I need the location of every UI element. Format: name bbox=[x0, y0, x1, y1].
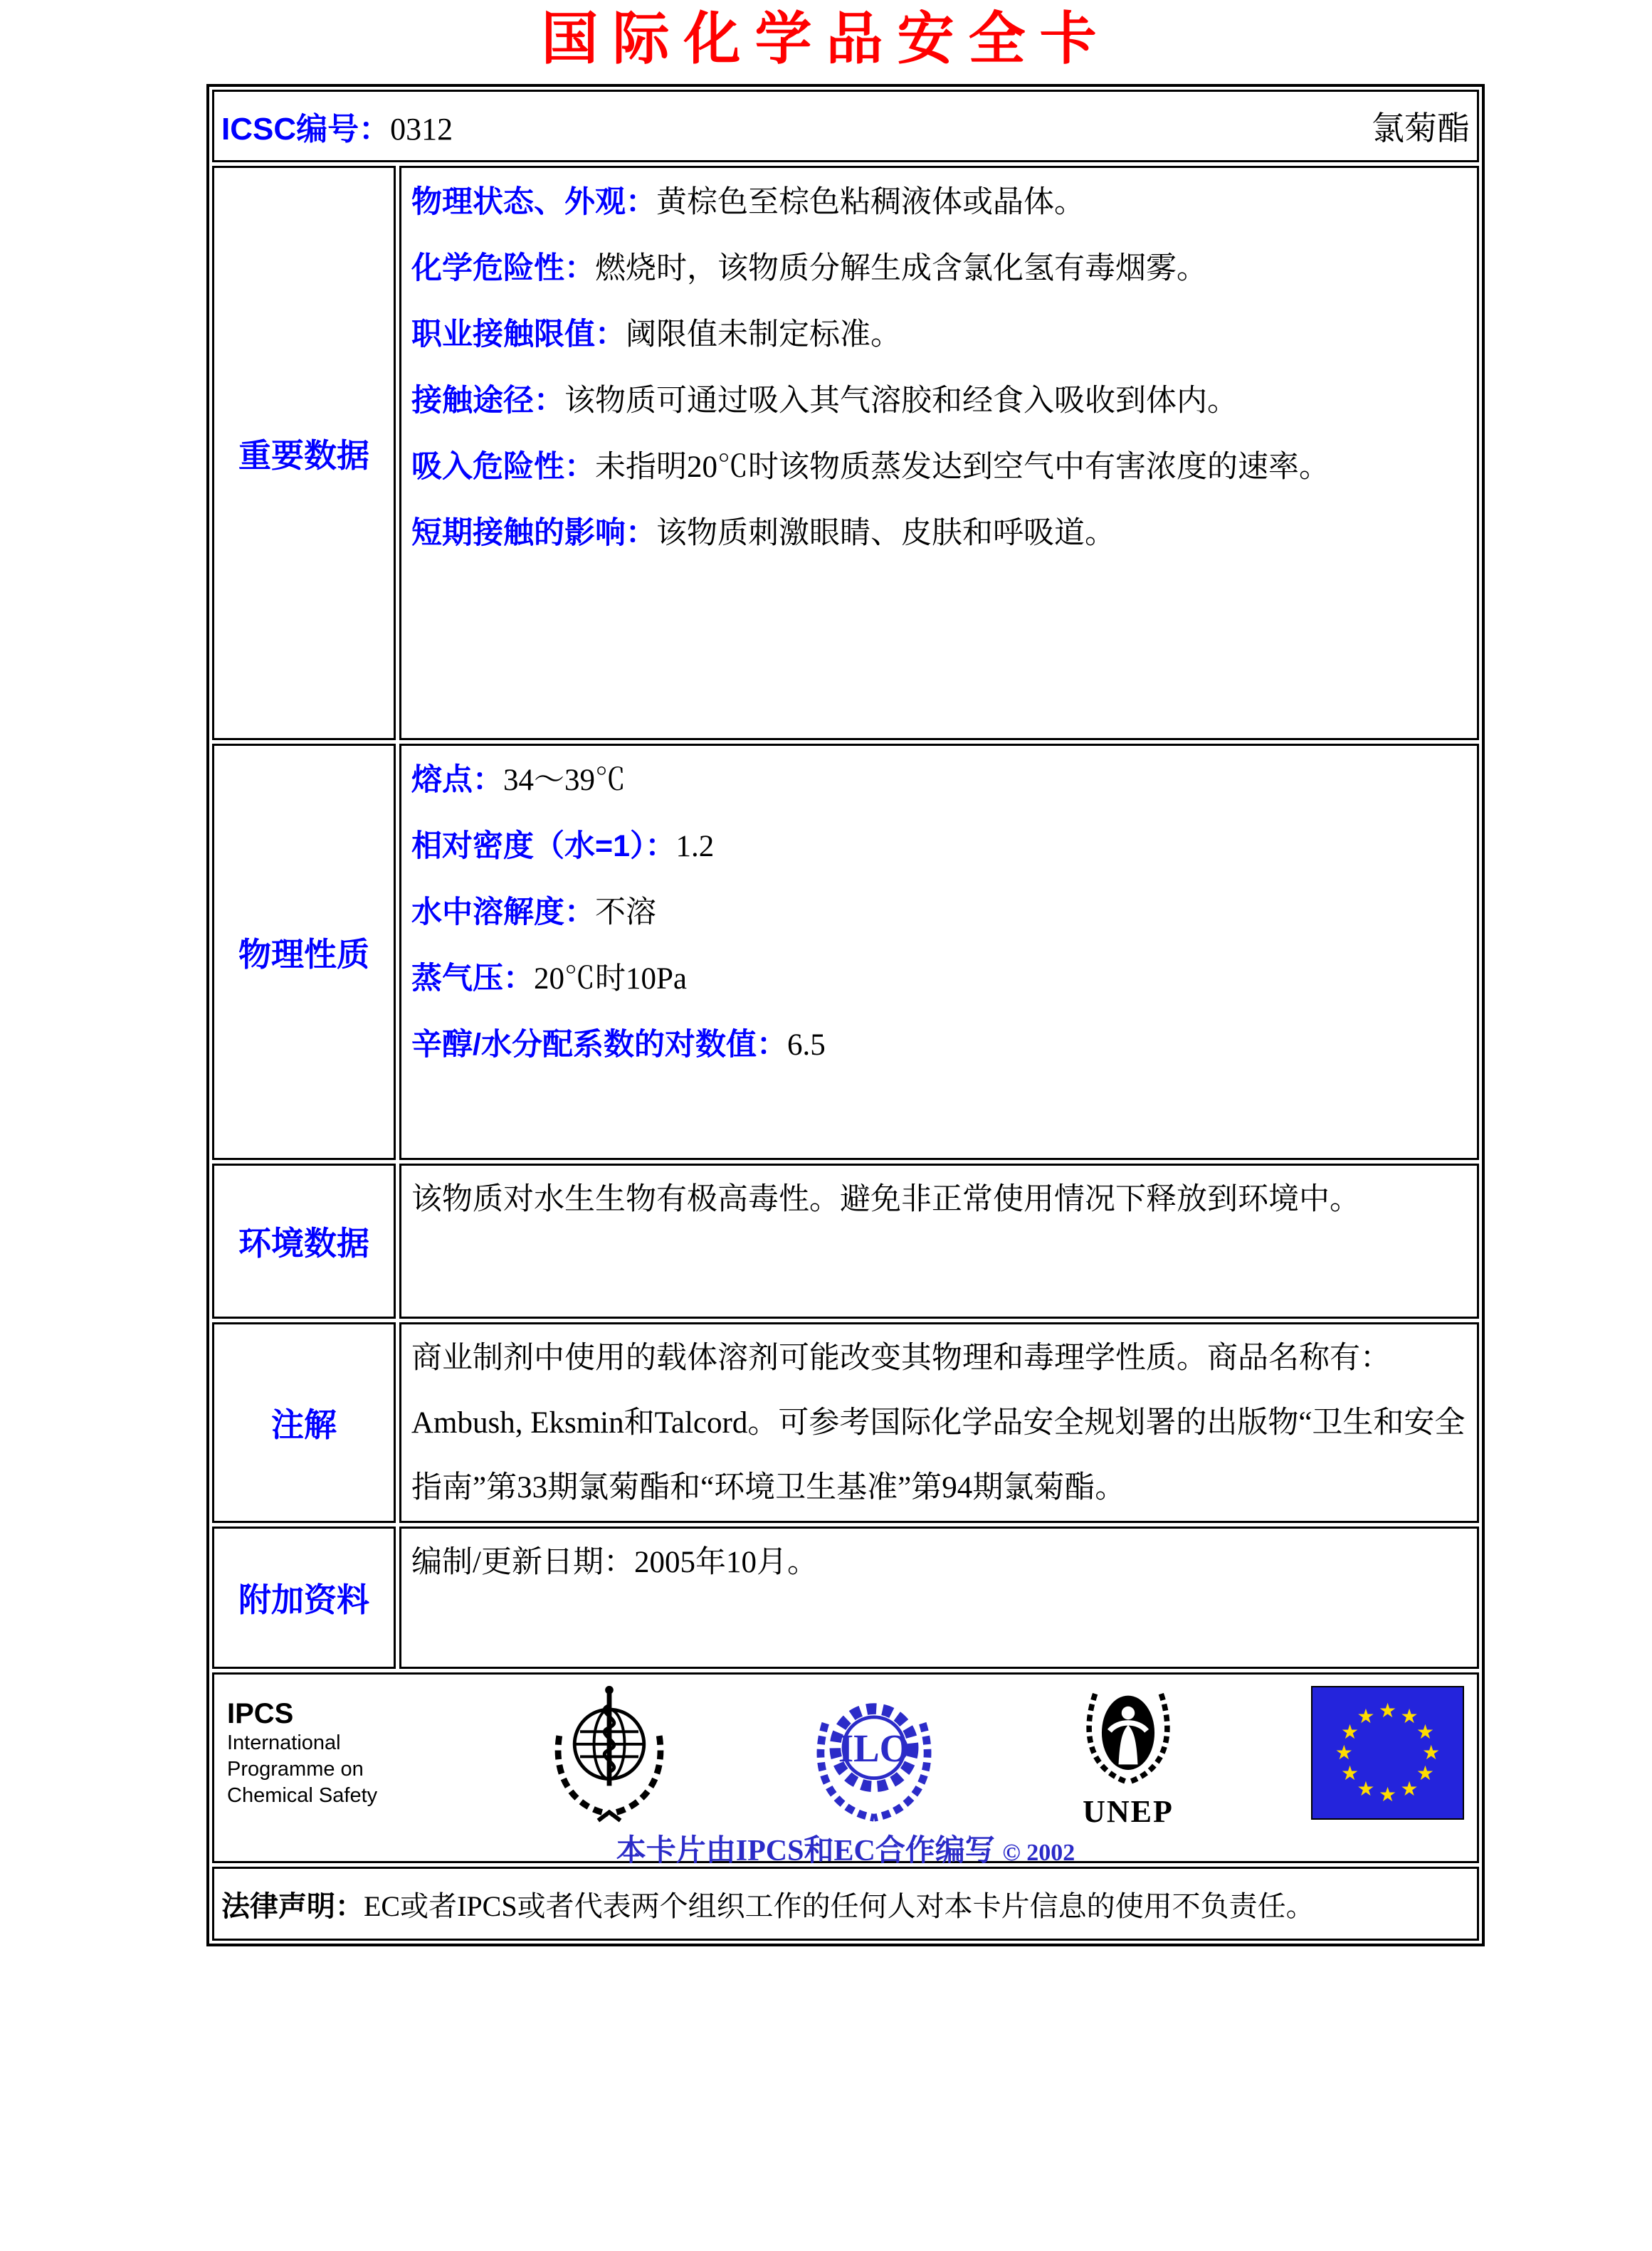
eu-star-icon: ★ bbox=[1340, 1761, 1359, 1786]
field-label: 编制/更新日期： bbox=[411, 1546, 634, 1579]
ilo-letters: ILO bbox=[838, 1727, 910, 1771]
field-label: 蒸气压： bbox=[411, 961, 534, 996]
field-row bbox=[411, 434, 1467, 500]
field-label: 物理状态、外观： bbox=[411, 185, 656, 219]
who-logo-icon bbox=[538, 1682, 680, 1824]
section-label-notes: 注解 bbox=[212, 1322, 396, 1523]
field-value: 34～39℃ bbox=[503, 764, 626, 797]
field-value: 1.2 bbox=[675, 830, 715, 863]
eu-star-icon: ★ bbox=[1357, 1704, 1375, 1729]
field-label: 吸入危险性： bbox=[411, 450, 595, 484]
unep-logo bbox=[1068, 1679, 1189, 1828]
field-value: 6.5 bbox=[786, 1028, 826, 1062]
ipcs-name-line: Chemical Safety bbox=[227, 1783, 378, 1807]
eu-star-icon: ★ bbox=[1378, 1782, 1397, 1806]
ipcs-name-line: Programme on bbox=[227, 1757, 364, 1781]
legal-label: 法律声明： bbox=[221, 1890, 364, 1922]
section-label-physical-properties: 物理性质 bbox=[212, 744, 396, 1160]
field-value: 阈限值未制定标准。 bbox=[626, 318, 901, 352]
field-row bbox=[411, 747, 1467, 813]
eu-star-icon: ★ bbox=[1422, 1741, 1441, 1764]
legal-text: EC或者IPCS或者代表两个组织工作的任何人对本卡片信息的使用不负责任。 bbox=[364, 1889, 1315, 1922]
section-environmental-data bbox=[212, 1164, 1479, 1319]
field-label: 辛醇/水分配系数的对数值： bbox=[411, 1028, 787, 1062]
section-content-important-data bbox=[399, 166, 1479, 740]
eu-star-icon: ★ bbox=[1357, 1776, 1375, 1801]
section-important-data bbox=[212, 166, 1479, 740]
section-notes bbox=[212, 1322, 1479, 1523]
field-row bbox=[411, 169, 1467, 236]
section-additional-info bbox=[212, 1527, 1479, 1669]
eu-star-icon: ★ bbox=[1416, 1719, 1435, 1744]
ipcs-acronym: IPCS bbox=[227, 1697, 294, 1729]
section-label-important-data: 重要数据 bbox=[212, 166, 396, 740]
legal-row bbox=[212, 1867, 1479, 1941]
card-header-row bbox=[212, 90, 1479, 162]
field-label: 接触途径： bbox=[411, 384, 564, 418]
eu-star-icon: ★ bbox=[1400, 1704, 1419, 1729]
field-row bbox=[411, 236, 1467, 302]
field-value: 20℃时10Pa bbox=[534, 962, 687, 996]
field-row bbox=[411, 813, 1467, 880]
field-value: 不溶 bbox=[595, 896, 656, 929]
icsc-number-value: 0312 bbox=[390, 112, 453, 147]
field-value: 该物质刺激眼睛、皮肤和呼吸道。 bbox=[656, 517, 1115, 550]
section-content-notes bbox=[399, 1322, 1479, 1523]
field-value: 黄棕色至棕色粘稠液体或晶体。 bbox=[656, 186, 1085, 219]
field-row bbox=[411, 368, 1467, 434]
field-row bbox=[411, 1530, 1467, 1596]
section-content-environmental-data bbox=[399, 1164, 1479, 1319]
field-value: 未指明20℃时该物质蒸发达到空气中有害浓度的速率。 bbox=[595, 450, 1330, 484]
field-row bbox=[411, 500, 1467, 566]
eu-star-icon: ★ bbox=[1416, 1761, 1435, 1786]
eu-star-icon: ★ bbox=[1340, 1719, 1359, 1744]
field-value: 2005年10月。 bbox=[633, 1546, 818, 1579]
notes-text: 商业制剂中使用的载体溶剂可能改变其物理和毒理学性质。商品名称有：Ambush, Eksmin和Talcord。可参考国际化学品安全规划署的出版物“卫生和安全指南”第33期氯菊酯和“环境卫生基准”第94期氯菊酯。 bbox=[411, 1341, 1466, 1504]
credit-line bbox=[227, 1827, 1464, 1870]
field-label: 熔点： bbox=[411, 763, 503, 797]
field-row bbox=[411, 1012, 1467, 1078]
icsc-card bbox=[206, 84, 1485, 1946]
unep-wordmark: UNEP bbox=[1083, 1793, 1174, 1829]
field-label: 水中溶解度： bbox=[411, 895, 595, 929]
field-row bbox=[411, 946, 1467, 1012]
section-label-environmental-data: 环境数据 bbox=[212, 1164, 396, 1319]
section-content-physical-properties bbox=[399, 744, 1479, 1160]
chemical-name: 氯菊酯 bbox=[1372, 110, 1470, 147]
icsc-number-group bbox=[221, 103, 453, 149]
icsc-number-label: ICSC编号： bbox=[221, 112, 391, 147]
ipcs-wordmark bbox=[227, 1697, 416, 1809]
eu-star-icon: ★ bbox=[1335, 1741, 1353, 1764]
field-label: 相对密度（水=1）： bbox=[411, 829, 676, 863]
section-physical-properties bbox=[212, 744, 1479, 1160]
logos-strip bbox=[227, 1682, 1464, 1829]
ilo-logo-icon bbox=[803, 1682, 945, 1824]
environment-text: 该物质对水生生物有极高毒性。避免非正常使用情况下释放到环境中。 bbox=[411, 1183, 1360, 1216]
field-row bbox=[411, 302, 1467, 368]
credit-text: 本卡片由IPCS和EC合作编写 bbox=[616, 1835, 995, 1867]
ipcs-name-line: International bbox=[227, 1731, 341, 1754]
eu-flag-icon bbox=[1311, 1686, 1464, 1820]
field-value: 该物质可通过吸入其气溶胶和经食入吸收到体内。 bbox=[564, 384, 1238, 418]
copyright-text: © 2002 bbox=[1002, 1840, 1075, 1866]
section-label-additional-info: 附加资料 bbox=[212, 1527, 396, 1669]
section-content-additional-info bbox=[399, 1527, 1479, 1669]
field-row bbox=[411, 880, 1467, 946]
field-value: 燃烧时，该物质分解生成含氯化氢有毒烟雾。 bbox=[595, 252, 1207, 285]
eu-star-icon: ★ bbox=[1400, 1776, 1419, 1801]
field-label: 职业接触限值： bbox=[411, 317, 626, 352]
field-label: 短期接触的影响： bbox=[411, 516, 656, 550]
field-label: 化学危险性： bbox=[411, 251, 595, 285]
page-title: 国际化学品安全卡 bbox=[541, 9, 1111, 71]
eu-star-icon: ★ bbox=[1378, 1699, 1397, 1723]
unep-emblem-icon bbox=[1068, 1679, 1189, 1793]
footer-logos-row bbox=[212, 1672, 1479, 1867]
